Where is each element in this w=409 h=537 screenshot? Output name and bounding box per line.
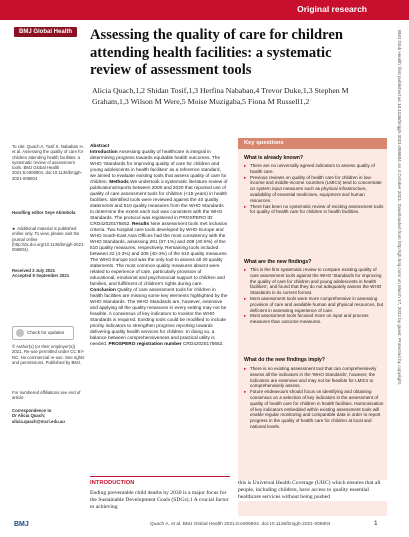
kq-question-implications: What do the new findings imply? — [244, 357, 325, 363]
page-number: 1 — [374, 520, 378, 527]
download-note: BMJ Glob Health: first published as 10.1136/bmjgh-2021-006804 on 4 October 2021. Downloaded from http://gh.bmj.com/ on March 17, 2022 by guest. Protected by copyright. — [397, 30, 402, 386]
kq-question-known: What is already known? — [244, 155, 304, 161]
list-item: ▸ There has been no systematic review of existing assessment tools for quality of health care for children in health facilities. — [244, 204, 384, 216]
list-item: ▸ This is the first systematic review to compare existing quality of care assessment tools against the WHO 'Standards for improving the quality of care for children and young adolescents in health facilities', and found that they do not adequately assess the WHO Standards in its current format. — [244, 267, 384, 296]
cite-as-text: To cite: Quach A, Tosif S, Nababan H, et al. Assessing the quality of care for children attending health facilities: a systematic review of assessment tools. BMJ Global Health 2021;6:e006804. doi:10.1136/bmjgh-2021-006804 — [12, 144, 84, 181]
article-type-label: Original research — [297, 4, 367, 14]
article-title: Assessing the quality of care for children attending health facilities: a systematic review of assessment tools — [90, 27, 343, 78]
affiliations-note: For numbered affiliations see end of article. — [12, 390, 81, 401]
introduction-text: Ending preventable child deaths by 2030 is a major focus for the Sustainable Development Goals (SDGs).1 A crucial factor to achieving — [90, 490, 229, 510]
abstract-results: Nine assessment tools met inclusion criteria. Two hospital care tools developed by WHO Europe and WHO South-East Asia Offices had the most consistency with the WHO Standards, assessing 291 (57·1%) and 208 (40·8%) of the 510 quality measures, respectively. Remaining tools included between 22 (4·3%) and 206 (40·4%) of the 510 quality measures. The WHO Europe tool was the only tool to assess all 40 quality statements. The most common quality measures absent were related to experience of care, particularly provision of educational, emotional and psychosocial support to children and families, and fulfilment of children's rights during care. — [90, 222, 228, 287]
key-questions-heading: Key questions — [238, 138, 387, 149]
abstract-methods: We undertook a systematic literature review of publications/reports between 2000 and 2020 that reported use of quality of care assessment tools for children (<15 years) in health facilities. Identified tools were reviewed against the 40 quality statements and 510 quality measures from the WHO Standards to determine the extent each tool was consistent with the WHO Standards. The protocol was registered in PROSPERO ID: CRD42020175652. — [90, 180, 228, 227]
section-divider — [90, 476, 230, 477]
kq-list-known — [244, 163, 384, 215]
list-item: ▸ Previous reviews on quality of health care for children in low-income and middle-income countries (LMICs) tend to concentrate on system input measures such as physical infrastructure, availability of essential medicines, equipment and human resources. — [244, 175, 384, 204]
check-for-updates-button[interactable] — [12, 326, 74, 340]
check-updates-icon — [16, 329, 24, 337]
received-accepted-dates: Received 3 July 2021 Accepted 9 September 2021 — [12, 268, 70, 279]
right-margin-note — [395, 30, 405, 500]
copyright-notice: © Author(s) (or their employer(s)) 2021. Re-use permitted under CC BY-NC. No commercial re-use. See rights and permissions. Published by BMJ. — [12, 344, 85, 365]
abstract-intro-label: Introduction — [90, 150, 118, 155]
list-item: ▸ Future endeavours should focus on identifying and obtaining consensus on a selection of key indicators in the assessment of quality of health care for children in health facilities. Harmonisation of key indicators embedded within existing assessment tools will enable regular monitoring and comparable data in order to report progress in the quality of health care for children at local and national levels. — [244, 389, 384, 430]
prospero-number: CRD42020175652. — [182, 342, 224, 347]
introduction-continued-text: this is Universal Health Coverage (UHC) which ensures that all people, including children, have access to quality essential healthcare services without being pushed — [238, 480, 388, 501]
footer-citation: Quach A, et al. BMJ Global Health 2021;6:e006804. doi:10.1136/bmjgh-2021-006804 — [150, 522, 331, 527]
list-item: ▸ Most assessment tools were more comprehensive in assessing provision of care and available human and physical resources, but deficient in assessing experience of care. — [244, 296, 384, 313]
abstract-intro: Assessing quality of healthcare is integral in determining progress towards equitable health outcomes. The WHO 'Standards for improving quality of care for children and young adolescents in health facilities' as a reference standard, we aimed to evaluate existing tools that assess quality of care for children. — [90, 150, 227, 185]
prospero-label: PROSPERO registration number — [108, 342, 182, 347]
author-list: Alicia Quach,1,2 Shidan Tosif,1,3 Herfina Nababan,4 Trevor Duke,1,3 Stephen M Graham,1,3 Wilson M Were,5 Moise Muzigaba,5 Fiona M Russell1,2 — [92, 86, 349, 106]
list-item: ▸ There is no existing assessment tool that can comprehensively assess all the indicators in the 'WHO Standards', however, the indicators are extensive and may not be feasible for LMICs to comprehensively assess. — [244, 366, 384, 389]
abstract-conclusion: Quality of care assessment tools for children in health facilities are missing some key elements highlighted by the WHO Standards. The WHO Standards are, however, extensive and applying all the quality measures in every setting may not be feasible. A consensus of key indicators to monitor the WHO Standards is required. Existing tools could be modified to include priority indicators to strengthen progress reporting towards delivering quality health services for children. In doing so, a balance between comprehensiveness and practical utility is needed. — [90, 288, 228, 347]
introduction-heading: INTRODUCTION — [90, 480, 135, 486]
list-item: ▸ There are no universally agreed indicators to assess quality of health care. — [244, 163, 384, 175]
bmj-logo: BMJ — [14, 521, 29, 528]
check-updates-label: Check for updates — [27, 330, 65, 335]
abstract-results-label: Results — [132, 222, 150, 227]
correspondence[interactable]: Correspondence to Dr Alicia Quach; alicia.quach@mcri.edu.au — [12, 408, 65, 424]
kq-list-implications — [244, 366, 384, 430]
abstract-conclusion-label: Conclusion — [90, 288, 116, 293]
abstract — [90, 144, 228, 348]
abstract-methods-label: Methods — [109, 180, 129, 185]
handling-editor: Handling editor Seye Abimbola — [12, 210, 76, 215]
journal-tab: BMJ Global Health — [14, 27, 77, 37]
kq-list-new — [244, 267, 384, 325]
additional-material-note[interactable]: ► Additional material is published online only. To view, please visit the journal online (http://dx.doi.org/10.1136/bmjgh-2021-006804). — [12, 226, 85, 253]
abstract-heading: Abstract — [90, 144, 110, 149]
list-item: ▸ Most assessment tools focused more on input and process measures than outcome measures. — [244, 313, 384, 325]
kq-question-new: What are the new findings? — [244, 259, 312, 265]
